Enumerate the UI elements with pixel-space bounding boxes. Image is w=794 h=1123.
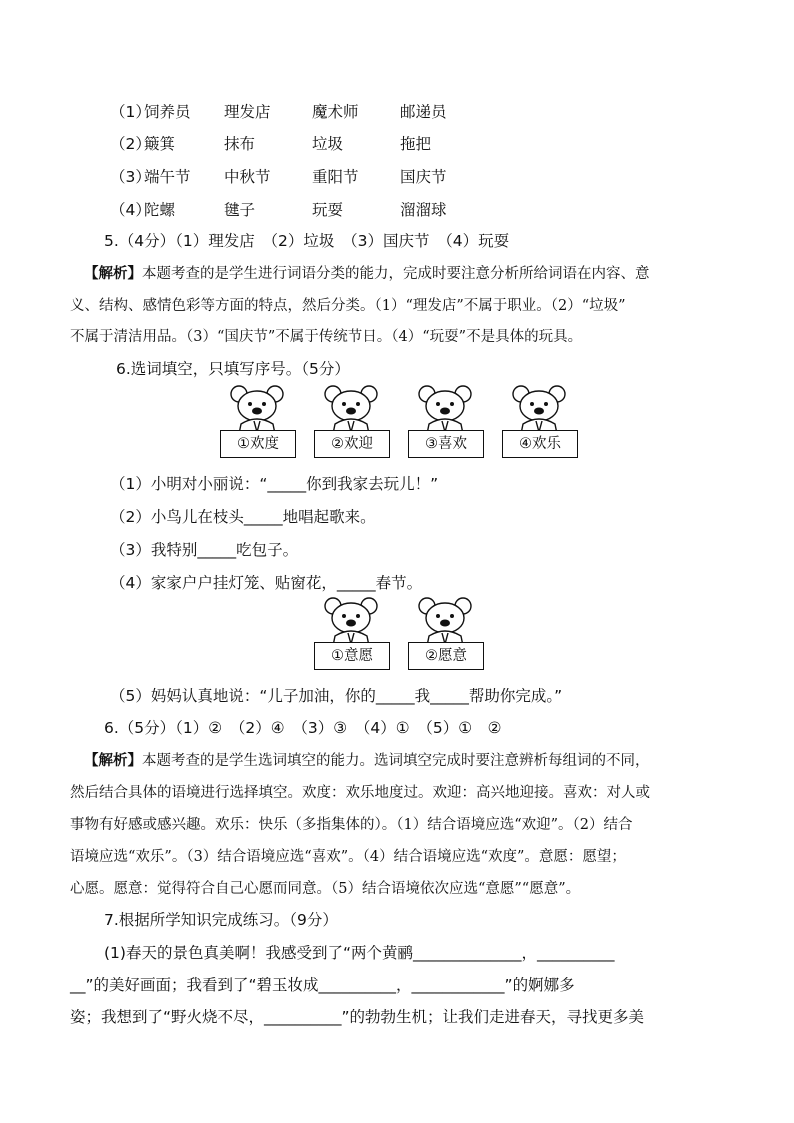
- bear-card: [502, 384, 578, 464]
- q6-item: （5）妈妈认真地说：“儿子加油，你的_____我_____帮助你完成。”: [110, 687, 563, 705]
- analysis-line: 义、结构、感情色彩等方面的特点，然后分类。（1）“理发店”不属于职业。（2）“垃圾”: [70, 298, 626, 314]
- group-number: （2）: [110, 135, 151, 153]
- bear-card: [408, 596, 484, 676]
- word: 溜溜球: [400, 201, 447, 219]
- bear-card: [408, 384, 484, 464]
- word-card-label: ①欢度: [220, 430, 296, 458]
- word: 簸箕: [144, 135, 176, 153]
- bear-icon: [509, 384, 569, 434]
- analysis-text: 本题考查的是学生选词填空的能力。选词填空完成时要注意辨析每组词的不同，: [142, 753, 650, 769]
- word: 饲养员: [144, 103, 191, 121]
- bear-icon: [227, 384, 287, 434]
- q7-title: 7.根据所学知识完成练习。（9分）: [104, 911, 338, 929]
- word-card-label: ①意愿: [314, 642, 390, 670]
- q6-item: （4）家家户户挂灯笼、贴窗花，_____春节。: [110, 574, 423, 592]
- q6-title: 6.选词填空，只填写序号。（5分）: [116, 360, 350, 378]
- word-card-label: ③喜欢: [408, 430, 484, 458]
- group-number: （4）: [110, 201, 151, 219]
- analysis-line: 心愿。愿意：觉得符合自己心愿而同意。（5）结合语境依次应选“意愿”“愿意”。: [70, 881, 581, 897]
- q7-line: (1)春天的景色真美啊！我感受到了“两个黄鹂______________，__________: [104, 944, 615, 962]
- word: 魔术师: [312, 103, 359, 121]
- word: 端午节: [144, 168, 191, 186]
- bear-icon: [415, 596, 475, 646]
- q6-item: （2）小鸟儿在枝头_____地唱起歌来。: [110, 508, 376, 526]
- q6-answer: 6.（5分）（1）② （2）④ （3）③ （4）① （5）① ②: [104, 719, 502, 737]
- analysis-tag: 【解析】: [84, 752, 142, 769]
- bear-icon: [321, 596, 381, 646]
- word: 陀螺: [144, 201, 176, 219]
- q6-item: （3）我特别_____吃包子。: [110, 541, 299, 559]
- q5-answer: 5.（4分）（1）理发店 （2）垃圾 （3）国庆节 （4）玩耍: [104, 232, 510, 250]
- bear-icon: [415, 384, 475, 434]
- analysis-text: 本题考查的是学生进行词语分类的能力，完成时要注意分析所给词语在内容、意: [142, 266, 650, 282]
- word: 国庆节: [400, 168, 447, 186]
- bear-card: [314, 596, 390, 676]
- word: 玩耍: [312, 201, 344, 219]
- q7-line: __”的美好画面；我看到了“碧玉妆成__________，____________”的婀娜多: [70, 976, 575, 994]
- word-card-label: ④欢乐: [502, 430, 578, 458]
- word: 毽子: [224, 201, 256, 219]
- word: 垃圾: [312, 135, 344, 153]
- word: 拖把: [400, 135, 432, 153]
- word-card-label: ②欢迎: [314, 430, 390, 458]
- q6-item: （1）小明对小丽说：“_____你到我家去玩儿！”: [110, 475, 439, 493]
- word: 重阳节: [312, 168, 359, 186]
- bear-card: [220, 384, 296, 464]
- bear-icon: [321, 384, 381, 434]
- word: 邮递员: [400, 103, 447, 121]
- group-number: （1）: [110, 103, 151, 121]
- analysis-line: 不属于清洁用品。（3）“国庆节”不属于传统节日。（4）“玩耍”不是具体的玩具。: [70, 329, 583, 345]
- analysis-line: 事物有好感或感兴趣。欢乐：快乐（多指集体的）。（1）结合语境应选“欢迎”。（2）结合: [70, 817, 633, 833]
- analysis-line: [84, 749, 650, 770]
- group-number: （3）: [110, 168, 151, 186]
- analysis-line: [84, 262, 650, 283]
- word: 中秋节: [224, 168, 271, 186]
- analysis-line: 语境应选“欢乐”。（3）结合语境应选“喜欢”。（4）结合语境应选“欢度”。意愿：愿望；: [70, 849, 626, 865]
- word-card-label: ②愿意: [408, 642, 484, 670]
- word: 理发店: [224, 103, 271, 121]
- bear-card: [314, 384, 390, 464]
- word: 抹布: [224, 135, 256, 153]
- analysis-line: 然后结合具体的语境进行选择填空。欢度：欢乐地度过。欢迎：高兴地迎接。喜欢：对人或: [70, 785, 650, 801]
- analysis-tag: 【解析】: [84, 265, 142, 282]
- q7-line: 姿；我想到了“野火烧不尽，__________”的勃勃生机；让我们走进春天，寻找更多美: [70, 1008, 645, 1026]
